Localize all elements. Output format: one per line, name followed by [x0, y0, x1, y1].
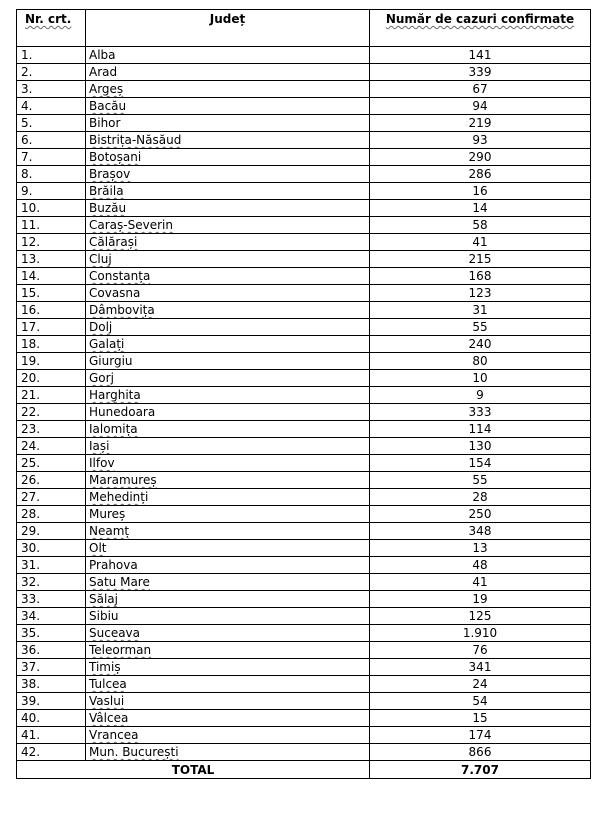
table-row: [17, 744, 591, 761]
cell-nr: 39.: [17, 693, 86, 710]
cell-judet-text: Suceava: [89, 626, 141, 640]
cell-judet-text: Ilfov: [89, 456, 115, 470]
cell-judet-text: Călărași: [89, 235, 138, 249]
cell-nr: 23.: [17, 421, 86, 438]
cell-cazuri: 286: [370, 166, 591, 183]
cell-cazuri: 19: [370, 591, 591, 608]
cell-judet-text: Covasna: [89, 286, 141, 300]
cell-cazuri: 94: [370, 98, 591, 115]
cell-nr: 38.: [17, 676, 86, 693]
cell-nr: 17.: [17, 319, 86, 336]
table-row: [17, 336, 591, 353]
cell-cazuri: 240: [370, 336, 591, 353]
table-row: [17, 319, 591, 336]
cell-nr: 13.: [17, 251, 86, 268]
table-row: [17, 642, 591, 659]
cell-cazuri: 130: [370, 438, 591, 455]
cell-nr: 7.: [17, 149, 86, 166]
table-row: [17, 625, 591, 642]
cell-cazuri: 123: [370, 285, 591, 302]
cell-judet: [86, 506, 370, 523]
cell-cazuri: 10: [370, 370, 591, 387]
cell-judet-text: Mehedinți: [89, 490, 149, 504]
cell-judet-text: Botoșani: [89, 150, 142, 164]
cell-judet: [86, 302, 370, 319]
table-row: [17, 47, 591, 64]
table-body: [17, 47, 591, 761]
cell-cazuri: 31: [370, 302, 591, 319]
cell-judet: [86, 234, 370, 251]
cell-judet: [86, 132, 370, 149]
cell-nr: 32.: [17, 574, 86, 591]
cell-cazuri: 41: [370, 574, 591, 591]
cell-nr: 1.: [17, 47, 86, 64]
header-cazuri: [370, 10, 591, 47]
table-row: [17, 200, 591, 217]
cell-cazuri: 219: [370, 115, 591, 132]
cell-judet-text: Dâmbovița: [89, 303, 155, 317]
cell-judet-text: Mun. București: [89, 745, 179, 759]
cell-judet: [86, 523, 370, 540]
cell-nr: 4.: [17, 98, 86, 115]
cell-judet: [86, 183, 370, 200]
cell-judet-text: Galați: [89, 337, 125, 351]
cell-cazuri: 13: [370, 540, 591, 557]
cell-cazuri: 348: [370, 523, 591, 540]
cell-judet: [86, 574, 370, 591]
cell-judet-text: Argeș: [89, 82, 124, 96]
cell-cazuri: 341: [370, 659, 591, 676]
cell-judet-text: Harghita: [89, 388, 141, 402]
table-row: [17, 727, 591, 744]
cell-cazuri: 168: [370, 268, 591, 285]
cell-judet-text: Prahova: [89, 558, 138, 572]
cell-nr: 34.: [17, 608, 86, 625]
cell-nr: 31.: [17, 557, 86, 574]
table-row: [17, 132, 591, 149]
cell-nr: 18.: [17, 336, 86, 353]
cell-judet-text: Buzău: [89, 201, 127, 215]
cell-judet: [86, 217, 370, 234]
table-row: [17, 506, 591, 523]
cell-judet: [86, 64, 370, 81]
cell-judet-text: Olt: [89, 541, 107, 555]
document-page: [16, 9, 590, 779]
cell-cazuri: 250: [370, 506, 591, 523]
cell-judet-text: Satu Mare: [89, 575, 150, 589]
cell-nr: 30.: [17, 540, 86, 557]
cases-table: [16, 9, 591, 779]
table-row: [17, 149, 591, 166]
cell-cazuri: 114: [370, 421, 591, 438]
table-row: [17, 676, 591, 693]
cell-judet-text: Vaslui: [89, 694, 125, 708]
cell-judet-text: Timiș: [89, 660, 121, 674]
cell-nr: 42.: [17, 744, 86, 761]
cell-nr: 15.: [17, 285, 86, 302]
table-row: [17, 693, 591, 710]
table-row: [17, 608, 591, 625]
cell-nr: 11.: [17, 217, 86, 234]
cell-nr: 21.: [17, 387, 86, 404]
cell-cazuri: 9: [370, 387, 591, 404]
cell-nr: 25.: [17, 455, 86, 472]
cell-cazuri: 48: [370, 557, 591, 574]
cell-cazuri: 154: [370, 455, 591, 472]
table-row: [17, 183, 591, 200]
table-row: [17, 574, 591, 591]
cell-cazuri: 76: [370, 642, 591, 659]
cell-cazuri: 54: [370, 693, 591, 710]
total-label: TOTAL: [17, 761, 370, 779]
cell-judet: [86, 387, 370, 404]
cell-judet: [86, 676, 370, 693]
table-row: [17, 234, 591, 251]
cell-judet: [86, 81, 370, 98]
cell-cazuri: 93: [370, 132, 591, 149]
table-row: [17, 166, 591, 183]
cell-cazuri: 55: [370, 319, 591, 336]
cell-nr: 41.: [17, 727, 86, 744]
cell-nr: 2.: [17, 64, 86, 81]
cell-judet-text: Teleorman: [89, 643, 152, 657]
cell-nr: 14.: [17, 268, 86, 285]
cell-nr: 22.: [17, 404, 86, 421]
cell-cazuri: 58: [370, 217, 591, 234]
cell-judet: [86, 489, 370, 506]
cell-judet-text: Alba: [89, 48, 116, 62]
cell-cazuri: 125: [370, 608, 591, 625]
cell-cazuri: 290: [370, 149, 591, 166]
table-row: [17, 421, 591, 438]
cell-judet: [86, 557, 370, 574]
table-row: [17, 438, 591, 455]
cell-cazuri: 80: [370, 353, 591, 370]
cell-nr: 28.: [17, 506, 86, 523]
cell-judet-text: Tulcea: [89, 677, 127, 691]
header-cazuri-text: Număr de cazuri confirmate: [385, 12, 575, 26]
cell-judet: [86, 353, 370, 370]
cell-nr: 20.: [17, 370, 86, 387]
cell-nr: 36.: [17, 642, 86, 659]
cell-nr: 16.: [17, 302, 86, 319]
cell-nr: 27.: [17, 489, 86, 506]
cell-judet-text: Sălaj: [89, 592, 118, 606]
table-row: [17, 285, 591, 302]
cell-judet: [86, 319, 370, 336]
table-row: [17, 523, 591, 540]
cell-cazuri: 41: [370, 234, 591, 251]
cell-judet-text: Constanța: [89, 269, 151, 283]
header-nr-crt-text: Nr. crt.: [25, 12, 72, 26]
cell-judet: [86, 727, 370, 744]
cell-cazuri: 174: [370, 727, 591, 744]
total-value: 7.707: [370, 761, 591, 779]
cell-judet-text: Giurgiu: [89, 354, 133, 368]
cell-cazuri: 141: [370, 47, 591, 64]
cell-judet-text: Gorj: [89, 371, 114, 385]
header-row: [17, 10, 591, 47]
cell-judet-text: Caraș-Severin: [89, 218, 173, 232]
cell-nr: 33.: [17, 591, 86, 608]
cell-judet-text: Ialomița: [89, 422, 138, 436]
cell-judet: [86, 659, 370, 676]
total-row: [17, 761, 591, 779]
cell-judet: [86, 336, 370, 353]
cell-judet-text: Iași: [89, 439, 110, 453]
cell-nr: 40.: [17, 710, 86, 727]
cell-judet: [86, 438, 370, 455]
cell-judet: [86, 251, 370, 268]
cell-judet-text: Bistrița-Năsăud: [89, 133, 182, 147]
table-row: [17, 387, 591, 404]
cell-cazuri: 339: [370, 64, 591, 81]
table-row: [17, 98, 591, 115]
cell-cazuri: 1.910: [370, 625, 591, 642]
cell-judet-text: Arad: [89, 65, 118, 79]
table-row: [17, 472, 591, 489]
header-nr-crt: [17, 10, 86, 47]
table-row: [17, 659, 591, 676]
cell-cazuri: 215: [370, 251, 591, 268]
header-judet: Județ: [86, 10, 370, 47]
cell-judet-text: Hunedoara: [89, 405, 156, 419]
cell-nr: 19.: [17, 353, 86, 370]
cell-nr: 6.: [17, 132, 86, 149]
table-row: [17, 591, 591, 608]
cell-judet: [86, 421, 370, 438]
cell-cazuri: 55: [370, 472, 591, 489]
table-header: [17, 10, 591, 47]
table-row: [17, 251, 591, 268]
table-row: [17, 64, 591, 81]
cell-judet: [86, 625, 370, 642]
table-row: [17, 489, 591, 506]
cell-judet: [86, 455, 370, 472]
cell-nr: 35.: [17, 625, 86, 642]
cell-judet: [86, 472, 370, 489]
cell-cazuri: 28: [370, 489, 591, 506]
cell-judet-text: Dolj: [89, 320, 113, 334]
cell-judet-text: Cluj: [89, 252, 112, 266]
cell-judet-text: Bacău: [89, 99, 127, 113]
cell-judet: [86, 98, 370, 115]
cell-judet-text: Sibiu: [89, 609, 119, 623]
cell-judet: [86, 47, 370, 64]
cell-judet: [86, 268, 370, 285]
cell-judet: [86, 370, 370, 387]
cell-cazuri: 24: [370, 676, 591, 693]
cell-judet: [86, 149, 370, 166]
cell-judet: [86, 404, 370, 421]
table-row: [17, 455, 591, 472]
cell-judet-text: Mureș: [89, 507, 126, 521]
cell-cazuri: 866: [370, 744, 591, 761]
cell-judet-text: Brașov: [89, 167, 131, 181]
table-row: [17, 540, 591, 557]
cell-judet-text: Vrancea: [89, 728, 139, 742]
table-row: [17, 557, 591, 574]
table-row: [17, 268, 591, 285]
table-row: [17, 353, 591, 370]
table-row: [17, 370, 591, 387]
cell-judet: [86, 710, 370, 727]
cell-judet: [86, 693, 370, 710]
table-row: [17, 302, 591, 319]
cell-nr: 9.: [17, 183, 86, 200]
cell-judet: [86, 285, 370, 302]
table-row: [17, 710, 591, 727]
cell-judet: [86, 540, 370, 557]
table-row: [17, 81, 591, 98]
cell-judet: [86, 591, 370, 608]
cell-judet-text: Vâlcea: [89, 711, 129, 725]
table-footer: [17, 761, 591, 779]
table-row: [17, 217, 591, 234]
cell-nr: 12.: [17, 234, 86, 251]
cell-cazuri: 14: [370, 200, 591, 217]
cell-nr: 37.: [17, 659, 86, 676]
cell-judet: [86, 642, 370, 659]
table-row: [17, 115, 591, 132]
cell-judet-text: Brăila: [89, 184, 124, 198]
cell-nr: 29.: [17, 523, 86, 540]
cell-cazuri: 333: [370, 404, 591, 421]
cell-judet: [86, 115, 370, 132]
cell-judet: [86, 166, 370, 183]
cell-nr: 26.: [17, 472, 86, 489]
cell-judet: [86, 608, 370, 625]
cell-judet: [86, 744, 370, 761]
cell-judet-text: Neamț: [89, 524, 130, 538]
cell-cazuri: 67: [370, 81, 591, 98]
cell-judet: [86, 200, 370, 217]
cell-nr: 5.: [17, 115, 86, 132]
cell-cazuri: 16: [370, 183, 591, 200]
cell-cazuri: 15: [370, 710, 591, 727]
cell-nr: 8.: [17, 166, 86, 183]
cell-judet-text: Bihor: [89, 116, 121, 130]
cell-nr: 10.: [17, 200, 86, 217]
cell-nr: 3.: [17, 81, 86, 98]
table-row: [17, 404, 591, 421]
cell-nr: 24.: [17, 438, 86, 455]
cell-judet-text: Maramureș: [89, 473, 157, 487]
